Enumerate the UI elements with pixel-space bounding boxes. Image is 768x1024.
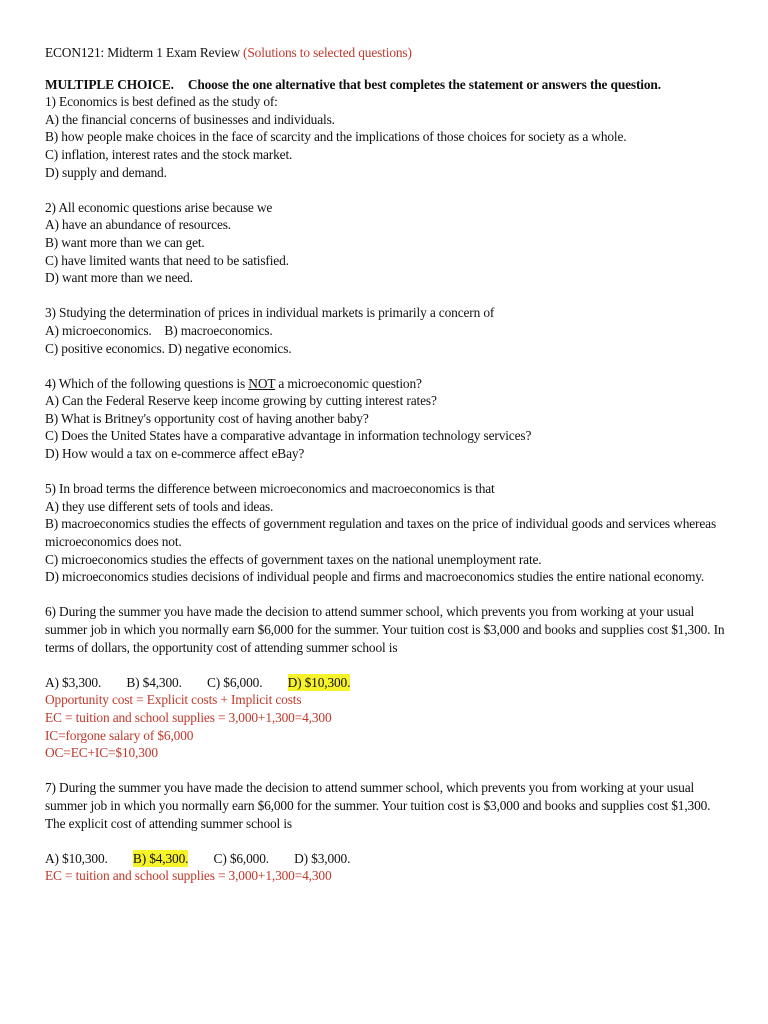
option-c: C) microeconomics studies the effects of government taxes on the national unemployment rate. <box>45 551 542 567</box>
option-c: C) Does the United States have a comparative advantage in information technology services? <box>45 428 532 444</box>
solution-line: Opportunity cost = Explicit costs + Implicit costs <box>45 692 302 708</box>
solution-line: EC = tuition and school supplies = 3,000+1,300=4,300 <box>45 709 332 725</box>
question-7 <box>45 779 728 885</box>
question-5 <box>45 480 728 586</box>
question-stem: 1) Economics is best defined as the study of: <box>45 94 278 110</box>
answer-options <box>45 674 728 692</box>
option-d-correct-highlight: D) $10,300. <box>287 674 351 690</box>
question-stem: 7) During the summer you have made the decision to attend summer school, which prevents you from working at your usual summer job in which you normally earn $6,000 for the summer. Your tuition cost is $3,000 and books and supplies cost $1,300. The explicit cost of attending summer school is <box>45 780 711 831</box>
question-1 <box>45 93 728 181</box>
option-d: D) $3,000. <box>294 850 351 866</box>
emphasis-not: NOT <box>248 375 276 391</box>
option-c: C) $6,000. <box>213 850 269 866</box>
document-title <box>45 44 728 62</box>
option-a: A) $10,300. <box>45 850 108 866</box>
option-a: A) they use different sets of tools and ideas. <box>45 498 274 514</box>
answer-options <box>45 850 728 868</box>
question-3 <box>45 304 728 357</box>
solution-line: EC = tuition and school supplies = 3,000+1,300=4,300 <box>45 868 332 884</box>
option-d: D) microeconomics studies decisions of individual people and firms and macroeconomics studies the entire national economy. <box>45 569 705 585</box>
option-b: B) how people make choices in the face of scarcity and the implications of those choices for society as a whole. <box>45 129 627 145</box>
option-d: D) want more than we need. <box>45 270 193 286</box>
option-b: B) $4,300. <box>126 674 182 690</box>
option-d: D) supply and demand. <box>45 164 167 180</box>
stem-text-end: a microeconomic question? <box>275 375 422 391</box>
question-stem: 2) All economic questions arise because we <box>45 199 273 215</box>
option-d: D) How would a tax on e-commerce affect eBay? <box>45 446 305 462</box>
option-b: B) What is Britney's opportunity cost of having another baby? <box>45 410 369 426</box>
option-c: C) inflation, interest rates and the stock market. <box>45 146 293 162</box>
option-a: A) Can the Federal Reserve keep income growing by cutting interest rates? <box>45 393 437 409</box>
question-stem <box>45 375 728 393</box>
solutions-note: (Solutions to selected questions) <box>243 45 412 60</box>
question-stem: 6) During the summer you have made the decision to attend summer school, which prevents you from working at your usual summer job in which you normally earn $6,000 for the summer. Your tuition cost is $3,000 and books and supplies cost $1,300. In terms of dollars, the opportunity cost of attending summer school is <box>45 604 725 655</box>
option-a: A) have an abundance of resources. <box>45 217 231 233</box>
question-6 <box>45 603 728 761</box>
section-heading <box>45 76 728 94</box>
section-instructions: Choose the one alternative that best completes the statement or answers the question. <box>187 76 661 92</box>
option-b-correct-highlight: B) $4,300. <box>132 850 189 866</box>
question-stem: 3) Studying the determination of prices in individual markets is primarily a concern of <box>45 305 495 321</box>
question-4 <box>45 375 728 463</box>
solution-line: OC=EC+IC=$10,300 <box>45 745 158 761</box>
section-title: MULTIPLE CHOICE. <box>45 76 174 92</box>
option-a: A) $3,300. <box>45 674 102 690</box>
question-stem: 5) In broad terms the difference between microeconomics and macroeconomics is that <box>45 481 495 497</box>
option-a: A) the financial concerns of businesses and individuals. <box>45 111 335 127</box>
option-c: C) have limited wants that need to be satisfied. <box>45 252 289 268</box>
option-b: B) macroeconomics studies the effects of government regulation and taxes on the price of individual goods and services whereas microeconomics does not. <box>45 516 716 550</box>
course-title: ECON121: Midterm 1 Exam Review <box>45 45 240 60</box>
options-c-d: C) positive economics. D) negative economics. <box>45 340 292 356</box>
option-b: B) want more than we can get. <box>45 234 205 250</box>
options-a-b: A) microeconomics. B) macroeconomics. <box>45 322 273 338</box>
stem-text: 4) Which of the following questions is <box>45 375 249 391</box>
question-2 <box>45 199 728 287</box>
option-c: C) $6,000. <box>206 674 263 690</box>
solution-line: IC=forgone salary of $6,000 <box>45 727 194 743</box>
